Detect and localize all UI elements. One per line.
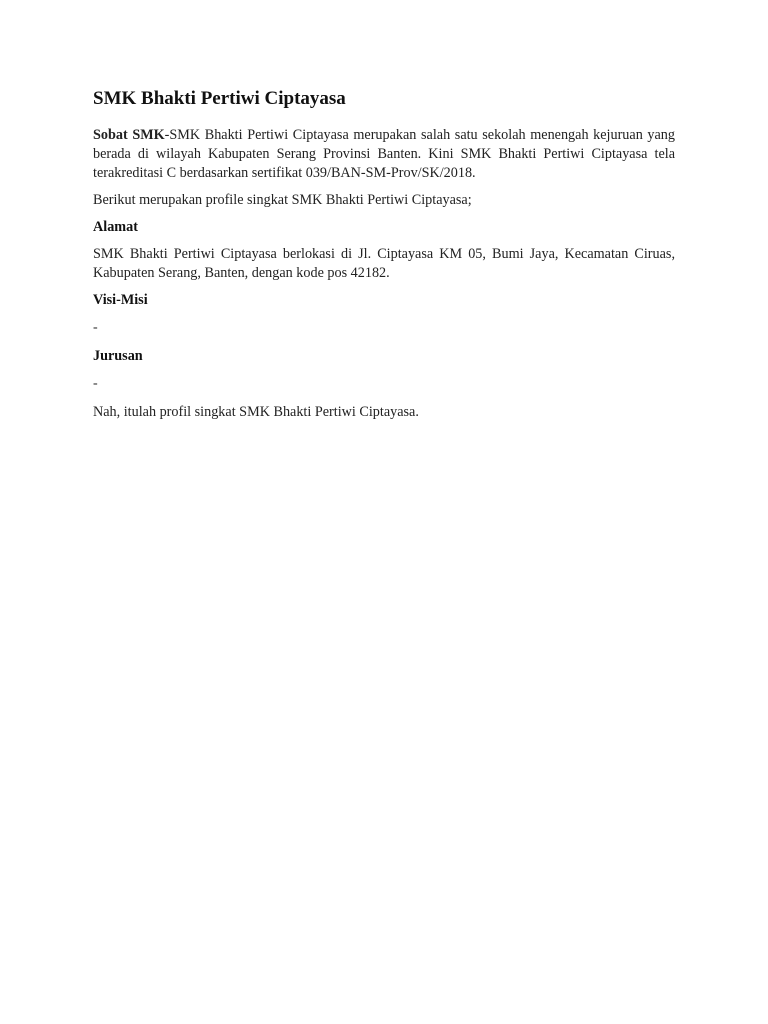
profile-intro-paragraph: Berikut merupakan profile singkat SMK Bhakti Pertiwi Ciptayasa; <box>93 192 472 208</box>
visi-misi-heading: Visi-Misi <box>93 292 148 308</box>
intro-lead-bold: Sobat SMK <box>93 127 165 143</box>
intro-paragraph <box>93 126 675 183</box>
intro-text: -SMK Bhakti Pertiwi Ciptayasa merupakan salah satu sekolah menengah kejuruan yang berada di wilayah Kabupaten Serang Provinsi Banten. Kini SMK Bhakti Pertiwi Ciptayasa tela terakreditasi C berdasarkan sertifikat 039/BAN-SM-Prov/SK/2018. <box>93 127 675 181</box>
alamat-paragraph: SMK Bhakti Pertiwi Ciptayasa berlokasi di Jl. Ciptayasa KM 05, Bumi Jaya, Kecamatan Ciruas, Kabupaten Serang, Banten, dengan kode pos 42182. <box>93 246 675 281</box>
jurusan-heading: Jurusan <box>93 348 143 364</box>
alamat-heading: Alamat <box>93 219 138 235</box>
page-title: SMK Bhakti Pertiwi Ciptayasa <box>93 88 346 109</box>
document-page <box>93 86 675 430</box>
jurusan-text: - <box>93 376 98 391</box>
visi-misi-text: - <box>93 320 98 335</box>
closing-paragraph: Nah, itulah profil singkat SMK Bhakti Pertiwi Ciptayasa. <box>93 404 419 420</box>
